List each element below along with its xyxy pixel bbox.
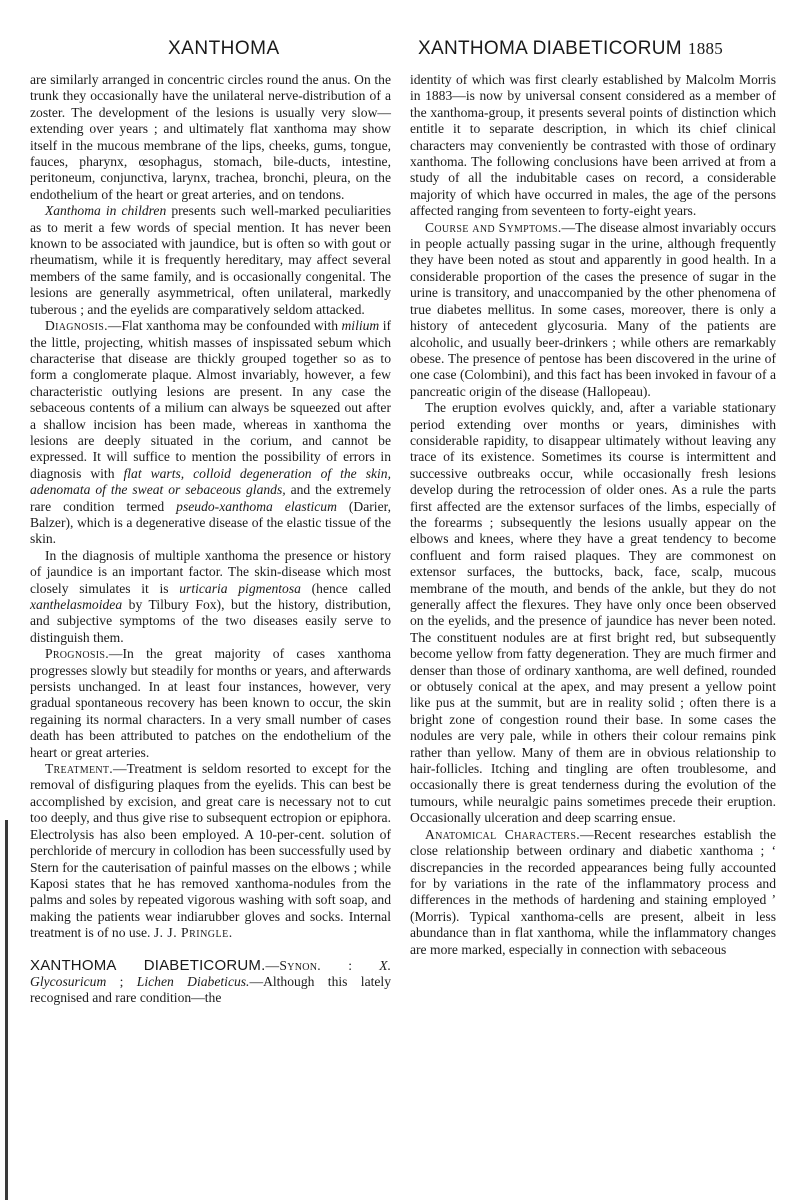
italic-term: flat warts, colloid degeneration of the skin, adenomata of the sweat or sebaceous glands, bbox=[30, 465, 391, 498]
synonym-label: —Synon. : bbox=[265, 957, 353, 973]
running-head-left: XANTHOMA bbox=[168, 38, 280, 59]
section-heading: Anatomical Characters. bbox=[424, 826, 580, 842]
paragraph-anatomical bbox=[410, 827, 776, 958]
left-column bbox=[30, 72, 391, 1007]
page-number: 1885 bbox=[687, 39, 724, 58]
paragraph bbox=[30, 203, 391, 318]
italic-term: milium bbox=[341, 318, 380, 334]
paragraph-text: —Recent researches establish the close relationship between ordinary and diabetic xanthoma ; ‘ discrepancies in the recorded appearances being fully accounted for by variations in the rate of the inflammatory process and differences in the methods of hardening and staining employed ’ (Morris). Typical xanthoma-cells are present, albeit in less abundance than in flat xanthoma, while the inflammatory changes are more marked, especially in connection with sebaceous bbox=[410, 826, 776, 957]
paragraph-text: and the extremely rare condition termed bbox=[30, 482, 392, 514]
italic-term: Lichen Diabeticus. bbox=[136, 973, 250, 989]
paragraph-text: if the little, projecting, whitish masses of inspissated sebum which characterise that disease are thickly grouped together so as to form a conglomerate plaque. Almost invariably, however, a few characteristic outlying lesions are present. In any case the sebaceous contents of a milium can always be squeezed out after a shallow incision has been made, whereas in xanthoma the lesions are deeply situated in the corium, and cannot be expressed. It will suffice to mention the possibility of errors in diagnosis with bbox=[30, 318, 392, 481]
entry-xanthoma-diabeticorum bbox=[30, 958, 391, 1007]
paragraph-text: by Tilbury Fox), but the history, distribution, and subjective symptoms of the two diseases easily serve to distinguish them. bbox=[30, 597, 391, 645]
paragraph-course bbox=[410, 220, 776, 400]
running-head-right bbox=[418, 38, 778, 60]
paragraph-diagnosis bbox=[30, 318, 391, 548]
paragraph-treatment bbox=[30, 761, 391, 941]
right-column bbox=[410, 72, 776, 958]
italic-term: Xanthoma in children bbox=[44, 203, 167, 219]
italic-term: X. Glycosuricum bbox=[30, 957, 391, 989]
paragraph-text: (hence called bbox=[300, 580, 391, 596]
paragraph-prognosis bbox=[30, 646, 391, 761]
paragraph-text: ; bbox=[106, 973, 137, 989]
paragraph: The eruption evolves quickly, and, after a variable stationary period extending over months or years, diminishes with considerable rapidity, to disappear ultimately without leaving any trace of its existence. Sometimes its course is intermittent and successive outbreaks occur, while occasionally fresh lesions develop during the retrocession of older ones. As a rule the parts first affected are the extensor surfaces of the limbs, especially of the forearms ; subsequently the lesions usually appear on the elbows and knees, where they have a great tendency to become confluent and form raised plaques. They are commonest on extensor surfaces, the buttocks, back, face, scalp, mucous membrane of the mouth, and bends of the ankle, but they do not generally affect the flexures. They have only once been observed on the eyelids, and the presence of jaundice has never been noted. The constituent nodules are at first bright red, but subsequently become yellow from fatty degeneration. They are much firmer and denser than those of ordinary xanthoma, are well defined, rounded or obtusely conical at the apex, and may present a yellow point like pus at the summit, but are in reality solid ; often there is a bright zone of congestion round their base. In some cases the nodules are very pale, while in others their colour remains pink rather than yellow. Many of them are in obvious relationship to hair-follicles. Itching and tingling are often troublesome, and occasionally there is great tenderness during the evolution of the tumours, while neuralgic pains sometimes precede their eruption. Occasionally ulceration and deep scarring ensue. bbox=[410, 400, 776, 826]
paragraph-text: —Flat xanthoma may be confounded with bbox=[107, 318, 342, 334]
running-head-right-title: XANTHOMA DIABETICORUM bbox=[418, 38, 682, 59]
paragraph: are similarly arranged in concentric circles round the anus. On the trunk they occasionally have the unilateral nerve-distribution of a zoster. The development of the lesions is usually very slow—extending over years ; and ultimately flat xanthoma may show itself in the mucous membrane of the lips, cheeks, gums, tongue, fauces, pharynx, œsophagus, stomach, bile-ducts, intestine, peritoneum, conjunctiva, larynx, trachea, bronchi, pleura, on the endothelium of the heart or great arteries, and on tendons. bbox=[30, 72, 391, 202]
italic-term: pseudo-xanthoma elasticum bbox=[176, 498, 337, 514]
paragraph-text: —Although this lately recognised and rare condition—the bbox=[30, 973, 391, 1006]
section-heading: Course and Symptoms. bbox=[424, 219, 562, 235]
margin-rule bbox=[5, 820, 8, 1200]
paragraph-text: presents such well-marked peculiarities as to merit a few words of special mention. It has never been known to be associated with jaundice, but is often so with gout or rheumatism, while it is frequently hereditary, may affect several members of the same family, and is occasionally congenital. The lesions are generally asymmetrical, often unilateral, markedly tuberous ; and the eyelids are comparatively seldom attacked. bbox=[30, 203, 391, 317]
author-signature: J. J. Pringle. bbox=[153, 925, 233, 941]
paragraph-text: —The disease almost invariably occurs in people actually passing sugar in the urine, although frequently they have been noted as stout and apparently in good health. In a considerable proportion of the cases the presence of sugar in the urine is transitory, and unaccompanied by the other phenomena of true diabetes mellitus. In some cases, moreover, there is only a history of antecedent glycosuria. Many of the patients are alcoholic, and usually beer-drinkers ; while others are remarkably obese. The presence of pentose has been discovered in the urine of one case (Colombini), and this fact has been invoked in favour of a pancreatic origin of the disease (Hallopeau). bbox=[410, 219, 776, 399]
paragraph bbox=[30, 548, 391, 646]
paragraph-text: —In the great majority of cases xanthoma progresses slowly but steadily for months or years, and afterwards persists unchanged. In at least four instances, however, very gradual spontaneous recovery has been known to occur, the skin regaining its normal characters. In a very small number of cases death has been attributed to patches on the endothelium of the heart or great arteries. bbox=[30, 646, 391, 760]
paragraph-text: (Darier, Balzer), which is a degenerative disease of the elastic tissue of the skin. bbox=[30, 498, 391, 547]
section-heading: Prognosis. bbox=[44, 646, 109, 662]
paragraph-text: In the diagnosis of multiple xanthoma the presence or history of jaundice is an important factor. The skin-disease which most closely simulates it is bbox=[30, 547, 391, 596]
italic-term: xanthelasmoidea bbox=[30, 597, 123, 612]
paragraph-text: —Treatment is seldom resorted to except for the removal of disfiguring plaques from the eyelids. This can best be accomplished by excision, and great care is necessary not to cut too deeply, and thus give rise to subsequent ectropion or epiphora. Electrolysis has also been employed. A 10-per-cent. solution of perchloride of mercury in collodion has been successfully used by Stern for the cauterisation of painful masses on the elbows ; while Kaposi states that he has removed xanthoma-nodules from the palms and soles by repeated vigorous washing with soft soap, and making the patients wear indiarubber gloves and socks. Internal treatment is of no use. bbox=[30, 761, 391, 941]
entry-heading: XANTHOMA DIABETICORUM. bbox=[30, 956, 266, 974]
section-heading: Diagnosis. bbox=[44, 318, 108, 334]
italic-term: urticaria pigmentosa bbox=[179, 580, 301, 596]
paragraph: identity of which was first clearly established by Malcolm Morris in 1883—is now by universal consent considered as a member of the xanthoma-group, it presents several points of distinction which entitle it to separate description, in which its chief clinical characters may conveniently be contrasted with those of ordinary xanthoma. The following conclusions have been arrived at from a study of all the indubitable cases on record, a considerable majority of which have occurred in males, the age of the persons affected ranging from seventeen to forty-eight years. bbox=[410, 72, 776, 219]
section-heading: Treatment. bbox=[44, 761, 113, 777]
